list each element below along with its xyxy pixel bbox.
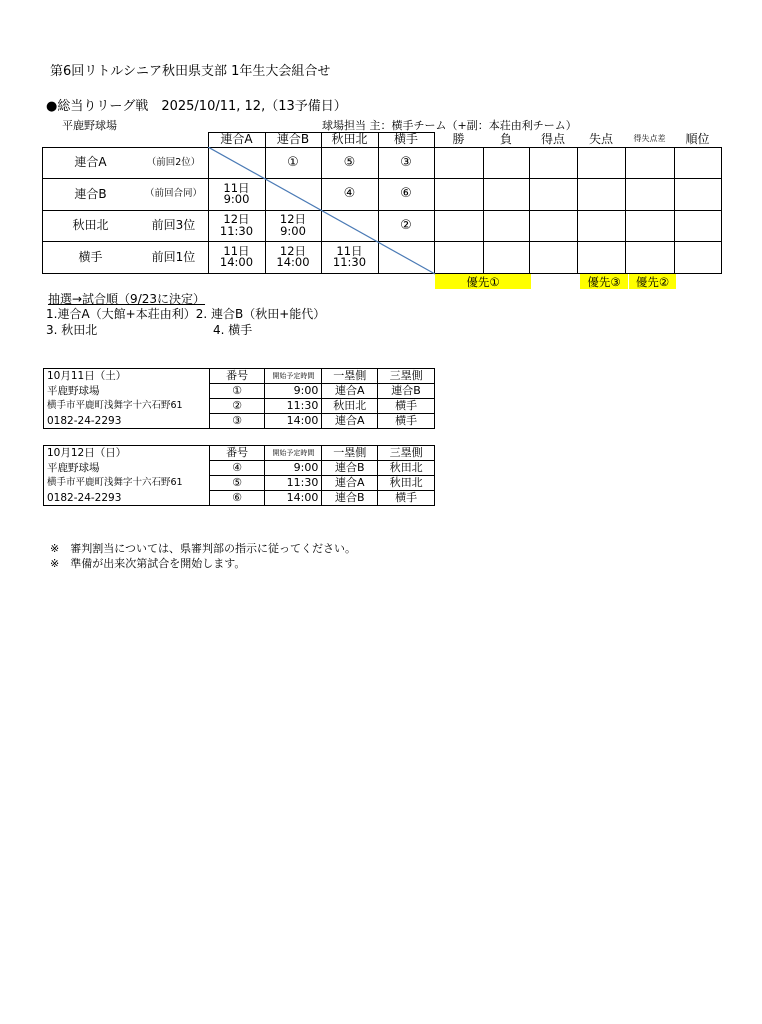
note: ※ 準備が出来次第試合を開始します。 [50,557,246,570]
note: ※ 審判割当については、県審判部の指示に従ってください。 [50,542,356,555]
schedule-venue: 平鹿野球場 [44,461,210,476]
team-name: 秋田北 [72,218,109,233]
schedule-venue: 平鹿野球場 [44,384,210,399]
match-cell: ① [287,154,299,170]
game-time: 14:00 [265,414,322,429]
game-first-base: 連合A [322,414,378,429]
col-header-yokote: 横手 [393,132,418,147]
game-third-base: 秋田北 [378,461,435,476]
lottery-line: 1.連合A（大館+本荘由利）2. 連合B（秋田+能代） [46,307,326,321]
game-third-base: 横手 [378,414,435,429]
game-time: 9:00 [265,461,322,476]
team-note: 前回1位 [151,249,196,264]
match-cell: 11日 14:00 [219,243,254,269]
match-cell: ⑥ [400,186,412,202]
game-number: ③ [209,414,265,429]
match-cell: 11日 9:00 [223,180,250,206]
team-name: 連合A [74,155,107,170]
game-third-base: 横手 [378,491,435,506]
header-first-base: 一塁側 [322,369,378,384]
game-first-base: 連合B [322,461,378,476]
table-row [44,384,435,399]
match-cell: ⑤ [343,154,356,170]
table-row [44,476,435,491]
diagonal-line [208,147,436,275]
match-cell: 12日 9:00 [279,212,307,238]
team-note: （前回2位） [146,156,201,168]
col-header-rank: 順位 [685,132,710,147]
game-first-base: 秋田北 [322,399,378,414]
league-table [42,132,722,274]
lottery-heading: 抽選→試合順（9/23に決定） [48,292,206,306]
schedule-table [43,445,435,506]
game-first-base: 連合A [322,476,378,491]
header-third-base: 三塁側 [378,369,435,384]
venue-name: 平鹿野球場 [62,119,117,132]
lottery-line: 3. 秋田北 [46,323,98,337]
match-cell: ④ [343,186,356,202]
schedule-date: 10月11日（土） [44,369,210,384]
table-row [44,446,435,461]
game-third-base: 横手 [378,399,435,414]
lottery-line: 4. 横手 [213,323,253,337]
match-cell: 12日 11:30 [219,212,254,238]
game-time: 11:30 [265,476,322,491]
game-time: 14:00 [265,491,322,506]
schedule-address: 横手市平鹿町浅舞字十六石野61 [44,399,210,414]
game-third-base: 連合B [378,384,435,399]
game-time: 11:30 [265,399,322,414]
col-header-akita-kita: 秋田北 [331,132,368,147]
col-header-rengo-b: 連合B [276,132,310,147]
match-cell: ③ [400,154,412,170]
col-header-runs-allowed: 失点 [588,132,613,147]
team-name: 連合B [74,186,107,201]
game-number: ⑤ [209,476,265,491]
schedule-date: 10月12日（日） [44,446,210,461]
schedule-phone: 0182-24-2293 [44,414,210,429]
venue-charge: 球場担当 主：横手チーム（+副：本荘由利チーム） [322,119,577,132]
col-header-wins: 勝 [452,132,465,147]
col-header-rengo-a: 連合A [220,132,253,147]
game-first-base: 連合B [322,491,378,506]
table-row [44,399,435,414]
header-third-base: 三塁側 [378,446,435,461]
game-number: ⑥ [209,491,265,506]
page-title: 第6回リトルシニア秋田県支部 1年生大会組合せ [50,64,331,79]
table-row [44,414,435,429]
header-start-time: 開始予定時間 [265,369,322,384]
schedule-table [43,368,435,429]
table-row [44,369,435,384]
header-first-base: 一塁側 [322,446,378,461]
team-note: 前回3位 [151,218,196,233]
schedule-address: 横手市平鹿町浅舞字十六石野61 [44,476,210,491]
col-header-runs-scored: 得点 [540,132,565,147]
league-subtitle: ●総当りリーグ戦 2025/10/11, 12,（13予備日） [46,99,347,114]
schedule-phone: 0182-24-2293 [44,491,210,506]
table-row [44,491,435,506]
game-number: ① [209,384,265,399]
priority-badge: 優先① [435,274,531,289]
match-cell: ② [400,217,412,233]
priority-badge: 優先② [629,274,676,289]
team-name: 横手 [78,249,103,264]
game-third-base: 秋田北 [378,476,435,491]
match-cell: 11日 11:30 [332,243,367,269]
game-time: 9:00 [265,384,322,399]
header-start-time: 開始予定時間 [265,446,322,461]
priority-badge: 優先③ [580,274,628,289]
match-cell: 12日 14:00 [276,243,310,269]
team-note: （前回合同） [144,188,202,200]
game-first-base: 連合A [322,384,378,399]
header-number: 番号 [209,369,265,384]
game-number: ② [209,399,265,414]
table-row [44,461,435,476]
col-header-run-diff: 得失点差 [633,134,666,144]
game-number: ④ [209,461,265,476]
header-number: 番号 [209,446,265,461]
col-header-losses: 負 [499,132,512,147]
